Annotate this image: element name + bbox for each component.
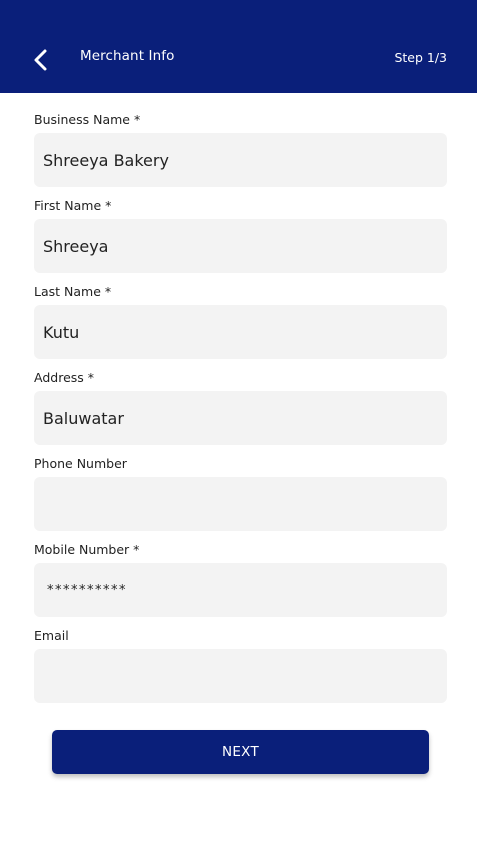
business-name-input[interactable]: [34, 133, 447, 187]
address-label: Address *: [34, 370, 95, 385]
address-input[interactable]: [34, 391, 447, 445]
phone-number-input[interactable]: [34, 477, 447, 531]
first-name-input[interactable]: [34, 219, 447, 273]
phone-number-label: Phone Number: [34, 456, 127, 471]
last-name-label: Last Name *: [34, 284, 112, 299]
first-name-label: First Name *: [34, 198, 112, 213]
last-name-input[interactable]: [34, 305, 447, 359]
step-indicator: Step 1/3: [394, 50, 447, 65]
email-label: Email: [34, 628, 69, 643]
mobile-number-label: Mobile Number *: [34, 542, 140, 557]
page-title: Merchant Info: [80, 48, 175, 64]
email-input[interactable]: [34, 649, 447, 703]
business-name-label: Business Name *: [34, 112, 141, 127]
back-button[interactable]: [28, 46, 54, 76]
app-header: [0, 0, 477, 93]
chevron-left-icon: [28, 46, 54, 76]
next-button[interactable]: NEXT: [52, 730, 429, 774]
mobile-number-input[interactable]: [34, 563, 447, 617]
